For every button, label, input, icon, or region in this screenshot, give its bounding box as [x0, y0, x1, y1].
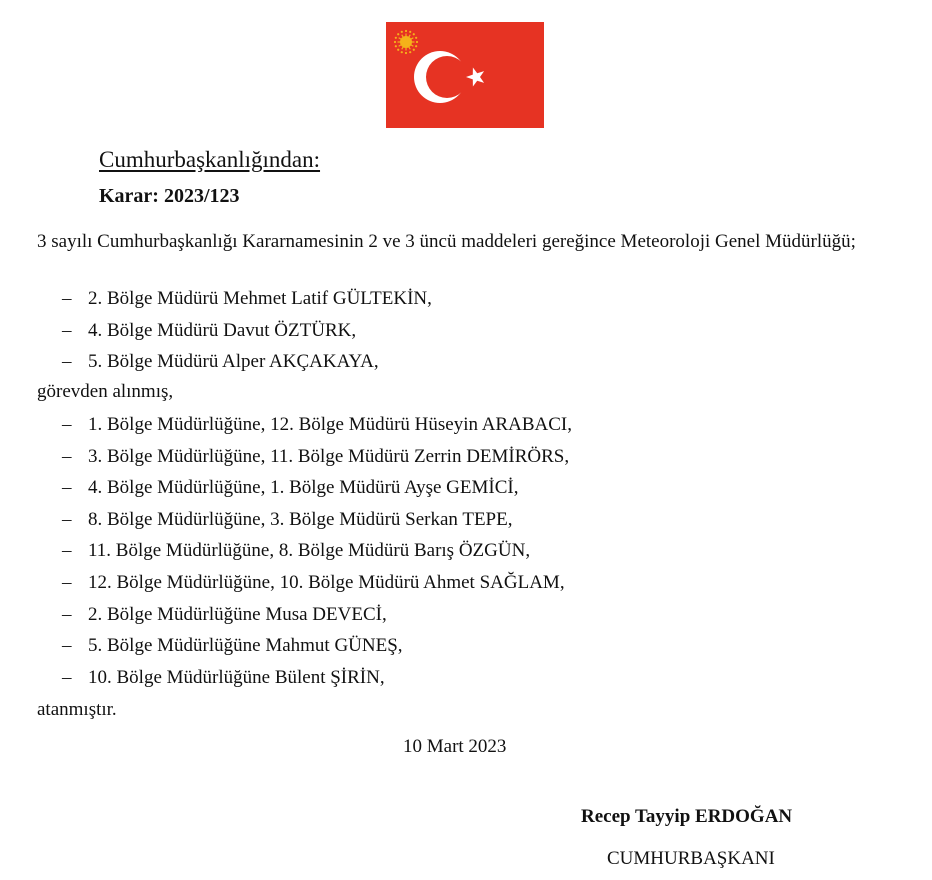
- dash-bullet: –: [62, 351, 72, 373]
- list-item-text: 5. Bölge Müdürü Alper AKÇAKAYA,: [88, 351, 379, 373]
- list-item-text: 8. Bölge Müdürlüğüne, 3. Bölge Müdürü Serkan TEPE,: [88, 508, 513, 530]
- list-item-text: 11. Bölge Müdürlüğüne, 8. Bölge Müdürü Barış ÖZGÜN,: [88, 540, 531, 562]
- list-item: [62, 475, 518, 500]
- list-item: [62, 602, 387, 627]
- emblem-star: [394, 41, 396, 43]
- emblem-star: [405, 52, 407, 54]
- emblem-star: [415, 45, 417, 47]
- list-item: [62, 318, 356, 343]
- emblem-star: [413, 49, 415, 51]
- emblem-star: [416, 41, 418, 43]
- intro-paragraph: 3 sayılı Cumhurbaşkanlığı Kararnamesinin 2 ve 3 üncü maddeleri gereğince Meteoroloji Genel Müdürlüğü;: [37, 231, 856, 252]
- dash-bullet: –: [62, 288, 72, 309]
- emblem-star: [409, 51, 411, 53]
- list-item-text: 5. Bölge Müdürlüğüne Mahmut GÜNEŞ,: [88, 635, 403, 657]
- emblem-star: [397, 33, 399, 35]
- dash-bullet: –: [62, 477, 72, 499]
- dash-bullet: –: [62, 603, 72, 625]
- emblem-star: [409, 31, 411, 33]
- list-item: [62, 412, 572, 437]
- dash-bullet: –: [62, 572, 72, 593]
- list-item: [62, 538, 530, 563]
- emblem-star: [413, 33, 415, 35]
- dash-bullet: –: [62, 540, 72, 562]
- turkish-presidential-flag-icon: [386, 22, 544, 128]
- signer-name: Recep Tayyip ERDOĞAN: [581, 806, 793, 827]
- list-item-text: 4. Bölge Müdürlüğüne, 1. Bölge Müdürü Ayşe GEMİCİ,: [88, 477, 519, 499]
- list-item: [62, 286, 432, 311]
- list-item-text: 3. Bölge Müdürlüğüne, 11. Bölge Müdürü Zerrin DEMİRÖRS,: [88, 445, 570, 467]
- list-item: [62, 349, 379, 374]
- dash-bullet: –: [62, 635, 72, 657]
- list-item-text: 1. Bölge Müdürlüğüne, 12. Bölge Müdürü Hüseyin ARABACI,: [88, 414, 572, 435]
- emblem-star: [395, 45, 397, 47]
- list-item-text: 10. Bölge Müdürlüğüne Bülent ŞİRİN,: [88, 666, 385, 688]
- page-heading: Cumhurbaşkanlığından:: [99, 147, 321, 172]
- decision-number: Karar: 2023/123: [99, 185, 240, 207]
- dash-bullet: –: [62, 666, 72, 688]
- emblem-star: [395, 37, 397, 39]
- emblem-star: [401, 31, 403, 33]
- list-item: [62, 507, 512, 532]
- list-item: [62, 665, 385, 690]
- list-item-text: 2. Bölge Müdürü Mehmet Latif GÜLTEKİN,: [88, 288, 432, 309]
- dash-bullet: –: [62, 508, 72, 530]
- list-item: [62, 633, 403, 658]
- list-item-text: 4. Bölge Müdürü Davut ÖZTÜRK,: [88, 319, 357, 341]
- dash-bullet: –: [62, 414, 72, 435]
- dash-bullet: –: [62, 445, 72, 467]
- presidential-sun-emblem: [394, 30, 418, 54]
- list-item-text: 12. Bölge Müdürlüğüne, 10. Bölge Müdürü Ahmet SAĞLAM,: [88, 572, 565, 593]
- appointed-label: atanmıştır.: [37, 699, 117, 720]
- emblem-star: [401, 51, 403, 53]
- crescent-inner: [426, 56, 468, 98]
- emblem-star: [397, 49, 399, 51]
- list-item: [62, 444, 569, 469]
- dash-bullet: –: [62, 319, 72, 341]
- decision-date: 10 Mart 2023: [403, 736, 507, 757]
- list-item: [62, 570, 565, 595]
- emblem-star: [415, 37, 417, 39]
- dismissed-label: görevden alınmış,: [37, 381, 174, 402]
- signer-title: CUMHURBAŞKANI: [607, 848, 775, 869]
- list-item-text: 2. Bölge Müdürlüğüne Musa DEVECİ,: [88, 603, 387, 625]
- emblem-star: [405, 30, 407, 32]
